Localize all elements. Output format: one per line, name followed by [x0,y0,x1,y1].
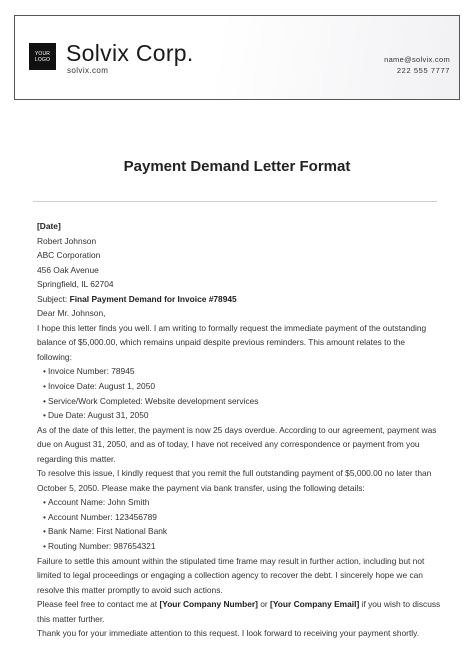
subject-value: Final Payment Demand for Invoice #78945 [69,293,237,304]
subject-label: Subject: [37,293,70,304]
logo-line-2: LOGO [34,56,51,63]
title-divider [33,201,437,202]
salutation: Dear Mr. Johnson, [37,308,106,319]
contact-text-2: or [257,599,271,610]
bank-detail-item: • Account Name: John Smith [37,495,441,510]
invoice-detail-item: • Service/Work Completed: Website development services [37,394,441,409]
contact-text-3: if you wish to discuss this matter further. [37,599,441,624]
company-email-placeholder: [Your Company Email] [270,599,360,610]
recipient-city: Springfield, IL 62704 [37,279,114,290]
letter-body [37,219,441,641]
company-website: solvix.com [67,66,109,75]
bank-detail-item: • Bank Name: First National Bank [37,524,441,539]
document-title: Payment Demand Letter Format [123,158,351,175]
contact-paragraph [37,597,441,626]
invoice-detail-item: • Due Date: August 31, 2050 [37,408,441,423]
recipient-street: 456 Oak Avenue [37,264,99,275]
contact-email: name@solvix.com [384,55,450,64]
recipient-company: ABC Corporation [37,250,101,261]
contact-phone: 222 555 7777 [396,66,450,75]
consequence-paragraph: Failure to settle this amount within the stipulated time frame may result in further action, including but not limited to legal proceedings or engaging a collection agency to recover the debt. I sincerely hope we can resolve this matter promptly to avoid such actions. [37,555,425,595]
invoice-detail-item: • Invoice Number: 78945 [37,364,441,379]
bottom-fade [0,649,474,671]
subject-line [37,292,441,307]
logo-line-1: YOUR [34,50,51,57]
bank-detail-item: • Routing Number: 987654321 [37,539,441,554]
invoice-detail-item: • Invoice Date: August 1, 2050 [37,379,441,394]
bank-detail-item: • Account Number: 123456789 [37,510,441,525]
request-paragraph: To resolve this issue, I kindly request that you remit the full outstanding payment of $5,000.00 no later than October 5, 2050. Please make the payment via bank transfer, using the following details: [37,468,432,493]
contact-text-1: Please feel free to contact me at [37,599,160,610]
company-logo [29,43,56,70]
intro-paragraph: I hope this letter finds you well. I am writing to formally request the immediate payment of the outstanding balance of $5,000.00, which remains unpaid despite previous reminders. This amount relates to the following: [37,322,427,362]
company-number-placeholder: [Your Company Number] [159,599,258,610]
company-name: Solvix Corp. [66,40,194,66]
overdue-paragraph: As of the date of this letter, the payment is now 25 days overdue. According to our agreement, payment was due on August 31, 2050, and as of today, I have not received any correspondence or payment from you regarding this matter. [37,424,437,464]
letter-date: [Date] [37,221,61,231]
recipient-name: Robert Johnson [37,235,97,246]
closing-paragraph: Thank you for your immediate attention to this request. I look forward to receiving your payment shortly. [37,628,420,639]
